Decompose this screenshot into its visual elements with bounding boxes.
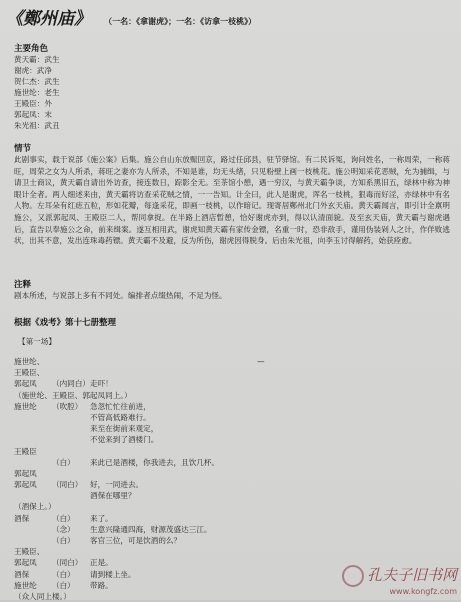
play-alternate-names: （一名：《拿谢虎》；一名：《访拿一枝桃》）: [104, 17, 257, 26]
speaker: 郭起凤: [14, 468, 37, 478]
dialogue: 客官三位，可是饮酒的么？: [90, 536, 182, 545]
watermark-logo-icon: [342, 565, 364, 587]
speaker: 王殿臣: [14, 446, 37, 456]
dialogue: 来了。: [90, 513, 113, 523]
title-row: [6, 4, 256, 29]
speaker: 酒保: [14, 513, 30, 523]
stage-direction: （施世纶、王殿臣、郭起凤同上。）: [14, 390, 132, 400]
plot-heading: 情节: [14, 144, 32, 154]
speaker: 郭起凤: [14, 379, 37, 389]
delivery: （白）: [52, 513, 75, 523]
dialogue: 来此已是酒楼，你我进去，且饮几杯。: [90, 457, 220, 467]
delivery: （吹腔）: [52, 401, 83, 411]
roles-heading: 主要角色: [14, 44, 49, 54]
dialogue: 带路。: [90, 580, 113, 590]
delivery: （内同白）: [52, 379, 90, 389]
dialogue: 不管高低路难行。: [90, 412, 151, 422]
dialogue: 不觉来到了酒楼门。: [90, 435, 159, 445]
delivery: （同白）: [52, 480, 83, 490]
stage-direction: （众人同上楼。）: [14, 591, 71, 601]
delivery: （白）: [52, 457, 75, 467]
role-item: 施世纶：老生: [14, 88, 60, 97]
dialogue: 请到楼上坐。: [90, 569, 136, 579]
speaker: 施世纶、: [14, 357, 45, 366]
scene-label: 【第一场】: [18, 337, 56, 346]
dialogue: 急忽忙忙往前进，: [90, 401, 151, 411]
role-item: 黄天霸：武生: [14, 55, 60, 64]
delivery: （白）: [52, 580, 75, 590]
dialogue: 正是。: [90, 558, 113, 568]
stage-direction: （酒保上。）: [14, 502, 56, 512]
delivery: （白）: [52, 569, 75, 579]
speaker: 王殿臣、: [14, 547, 45, 557]
role-item: 朱光祖：武丑: [14, 121, 60, 130]
note-heading: 注释: [14, 280, 32, 290]
role-item: 贺仁杰：武生: [14, 77, 60, 86]
speaker: 王殿臣、: [14, 368, 45, 378]
speaker: 郭起凤: [14, 480, 37, 490]
speaker: 酒保: [14, 569, 30, 579]
play-title: 《鄭州庙》: [6, 9, 91, 29]
note-text: 剧本所述，与说部上多有不同处。编排者点缀热闹，不足为怪。: [14, 291, 227, 300]
delivery: （同白）: [52, 558, 83, 568]
watermark-text: 孔夫子旧书网: [366, 566, 457, 584]
role-item: 郭起凤：末: [14, 110, 52, 119]
watermark-url: www.kongfz.com: [389, 587, 457, 596]
dialogue: 生意兴隆通四海，财源茂盛达三江。: [90, 524, 212, 534]
speaker: 施世纶: [14, 401, 37, 411]
speaker: 施世纶: [14, 580, 37, 590]
dash-mark: —: [257, 357, 265, 366]
plot-paragraph: 此剧事实，载于说部《施公案》后集。施公自山东放赈回京，路过任邱县，驻节驿馆。有二民诉冤，询问姓名，一称周荣，一称蒋旺，周荣之女为人所杀，蒋旺之妻亦为人所杀，不知是谁，均无头绪，只见粉壁上画一枝桃花。施公明知采花恶贼，允为捕缉，与请卫士商议，黄天霸自请出外访查，接连数日，踪影全无。至茶馆小憩，遇一穷汉，与黄天霸争谈，方知系黑旧五，绿林中称为神眼计全者。两人细述来由，黄天霸将访查采花贼之情，一一告知。计全曰，此人是谢虎，诨名一枝桃，狠毒而好淫，亦绿林中有名人物。左耳朵有红痣五粒，形如花瓣，每逢采花，即画一枝桃，以作暗记。现寄居鄭州北门外玄天庙。黄天霸闻言，即引计全禀明施公，又派郭起凤、王殿臣二人，帮同拿捉。在半路上酒店暂憩，恰好谢虎亦到，得以认清面貌。及至玄天庙，黄天霸与谢虎遇后，直告以奉施公之命，前来缉案。遂互相用武，谢虎知黄天霸有家传金镖，名重一时，恐非敌手，谨用伪装剁人之计，作佯败逃状，出其不意，发出连珠毒药镖。黄天霸不及避，反为所伤，谢虎因得脱身。后由朱光祖，向李玉讨得解药，始获痊愈。: [14, 155, 450, 246]
delivery: （念）: [52, 524, 75, 534]
source-note: 根据《戏考》第十七册整理: [14, 318, 117, 328]
role-item: 王殿臣：外: [14, 99, 52, 108]
watermark: [342, 564, 457, 596]
delivery: （白）: [52, 536, 75, 545]
dialogue: 好，一同进去。: [90, 480, 144, 490]
dialogue: 走吓！: [90, 379, 113, 389]
dialogue: 来至在街前来观定，: [90, 424, 159, 434]
dialogue: 酒保在哪里？: [90, 491, 136, 501]
role-item: 谢虎：武净: [14, 66, 52, 75]
speaker: 郭起凤: [14, 558, 37, 568]
